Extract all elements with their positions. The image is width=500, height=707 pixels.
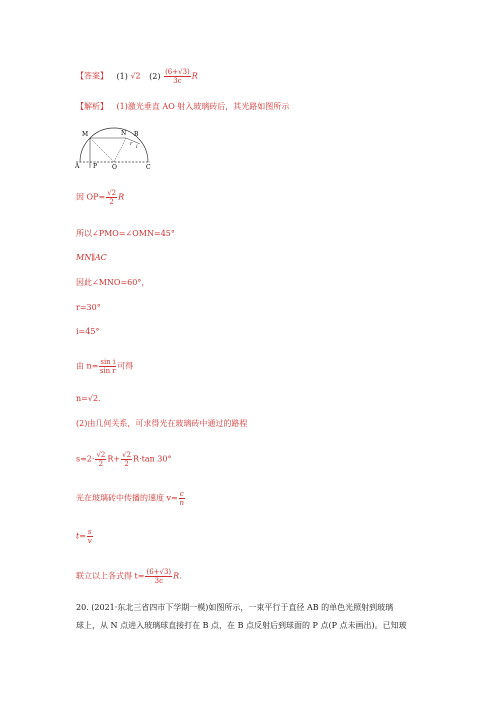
final-suffix: R. <box>173 571 182 581</box>
label-r: r <box>130 141 133 147</box>
answer-part1-value: √2 <box>130 71 141 81</box>
optics-diagram <box>74 126 154 170</box>
op-fraction: $\frac{√2}{2}$ <box>107 189 117 206</box>
answer-tag: 【答案】 <box>76 71 108 81</box>
t-prefix: t= <box>76 531 86 541</box>
t-formula-line <box>76 528 94 545</box>
analysis-tag: 【解析】 <box>76 102 108 111</box>
s-suffix: R·tan 30° <box>133 454 172 464</box>
answer-line <box>76 68 198 85</box>
op-suffix: R <box>118 192 125 202</box>
parallel-line: MN∥AC <box>76 253 107 262</box>
v-formula-line <box>76 490 186 507</box>
label-A: A <box>75 163 80 170</box>
label-i: i <box>136 144 138 150</box>
exit-ray <box>126 138 140 144</box>
s-fraction-2: $\frac{√2}{2}$ <box>122 451 132 468</box>
analysis-intro: (1)激光垂直 AO 射入玻璃砖后，其光路如图所示 <box>116 102 290 111</box>
n-prefix: 由 n= <box>76 361 99 371</box>
s-prefix: s=2· <box>76 454 95 464</box>
answer-part2-label: (2) <box>149 71 161 81</box>
question20-line2: 球上，从 N 点进入玻璃球直接打在 B 点，在 B 点反射后到球面的 P 点(P 点未画出)。已知玻 <box>76 621 407 630</box>
answer-part1-label: (1) <box>116 71 128 81</box>
label-C: C <box>146 164 151 170</box>
radius-on <box>114 138 126 162</box>
label-N: N <box>121 130 127 137</box>
answer-part2-fraction: $\frac{(6+√3)}{3c}$ <box>165 68 190 85</box>
op-line <box>76 189 124 206</box>
r-angle-line: r=30° <box>76 303 101 312</box>
t-fraction: $\frac{s}{v}$ <box>87 528 92 545</box>
s-fraction-1: $\frac{√2}{2}$ <box>96 451 106 468</box>
final-fraction: $\frac{(6+√3)}{3c}$ <box>146 568 172 585</box>
answer-part2-unit: R <box>191 71 198 81</box>
part2-intro-line: (2)由几何关系，可求得光在玻璃砖中通过的路程 <box>76 419 248 428</box>
n-suffix: 可得 <box>117 361 134 371</box>
radius-om <box>90 138 114 162</box>
mno-line: 因此∠MNO=60°， <box>76 278 150 287</box>
label-P: P <box>93 163 98 170</box>
v-prefix: 光在玻璃砖中传播的速度 v= <box>76 493 178 503</box>
n-formula-line <box>76 358 133 375</box>
angle-line: 所以∠PMO=∠OMN=45° <box>76 229 175 238</box>
i-angle-line: i=45° <box>76 327 100 336</box>
op-prefix: 因 OP= <box>76 192 106 202</box>
question20-line1: 20. (2021·东北三省四市下学期一模)如图所示，一束平行于直径 AB 的单色光照射到玻璃 <box>76 603 394 612</box>
final-prefix: 联立以上各式得 t= <box>76 571 145 581</box>
label-M: M <box>82 131 89 138</box>
s-middle: R+ <box>107 454 121 464</box>
n-fraction: $\frac{\text{sin i}}{\text{sin r}}$ <box>99 358 116 375</box>
analysis-intro-line <box>76 102 289 112</box>
s-formula-line <box>76 451 171 468</box>
label-B: B <box>134 131 139 138</box>
final-result-line <box>76 568 182 585</box>
n-value-line: n=√2. <box>76 394 101 403</box>
label-O: O <box>112 164 117 170</box>
v-fraction: $\frac{c}{n}$ <box>179 490 184 507</box>
